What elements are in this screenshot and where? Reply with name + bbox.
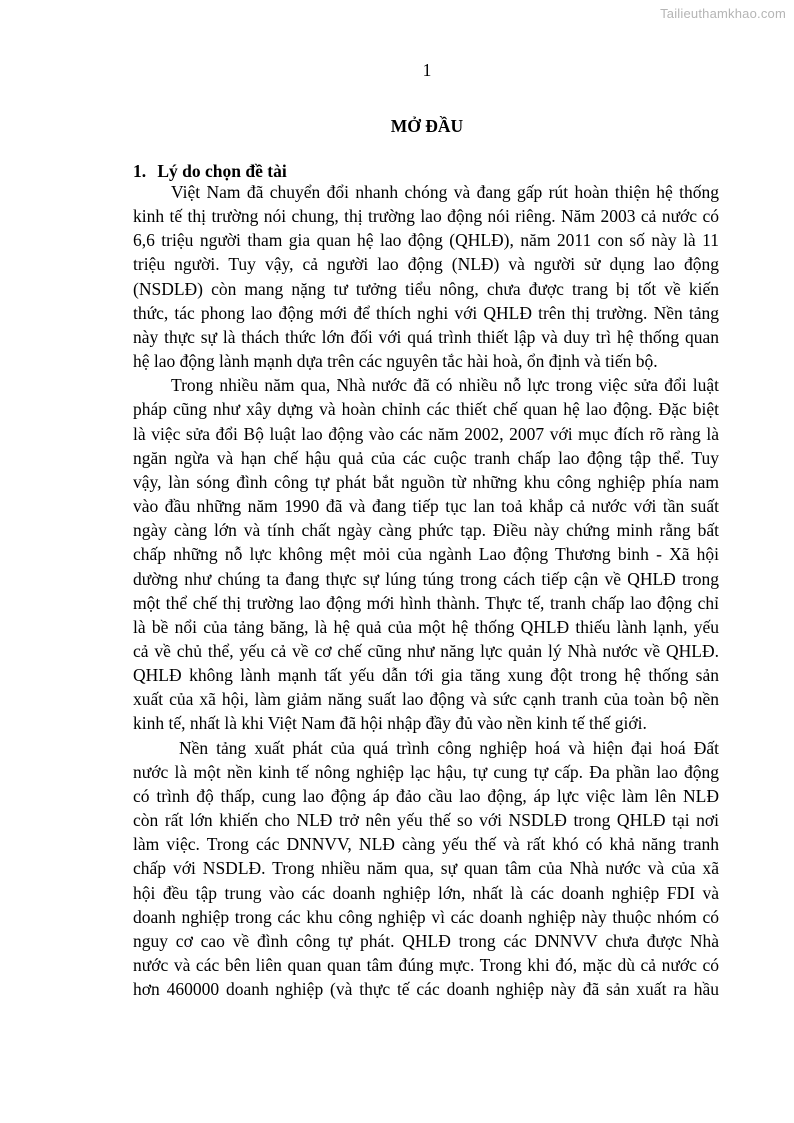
text-line: chấp những nỗ lực không mệt mỏi của ngành Lao động Thương binh - Xã hội xyxy=(133,544,719,565)
text-line: là việc sửa đổi Bộ luật lao động vào các năm 2002, 2007 với mục đích rõ ràng là xyxy=(133,423,719,444)
paragraph-2 xyxy=(133,373,719,735)
paragraph-1 xyxy=(133,180,719,373)
text-line: cả về chủ thể, yếu cả về cơ chế cũng như năng lực quản lý Nhà nước về QHLĐ. xyxy=(133,640,719,661)
text-line: xuất của xã hội, làm giảm năng suất lao động và sức cạnh tranh của toàn bộ nền xyxy=(133,689,719,710)
text-line: hệ lao động lành mạnh dựa trên các nguyên tắc hài hoà, ổn định và tiến bộ. xyxy=(133,351,658,372)
text-line: vậy, làn sóng đình công tự phát bắt nguồn từ những khu công nghiệp phía nam xyxy=(133,471,719,492)
page-number: 1 xyxy=(422,60,432,80)
text-line: (NSDLĐ) còn mang nặng tư tưởng tiểu nông, chưa được trang bị tốt về kiến xyxy=(133,278,719,299)
text-line: doanh nghiệp trong các khu công nghiệp vì các doanh nghiệp này thuộc nhóm có xyxy=(133,906,719,927)
text-line: một thể chế thị trường lao động mới hình thành. Thực tế, tranh chấp lao động chỉ xyxy=(133,592,719,613)
text-line: làm việc. Trong các DNNVV, NLĐ càng yếu thế và rất khó có khả năng tranh xyxy=(133,834,719,855)
text-line: 6,6 triệu người tham gia quan hệ lao động (QHLĐ), năm 2011 con số này là 11 xyxy=(133,230,719,251)
watermark-text: Tailieuthamkhao.com xyxy=(660,6,786,21)
text-line: Việt Nam đã chuyển đổi nhanh chóng và đang gấp rút hoàn thiện hệ thống xyxy=(171,182,719,202)
text-line: ngày càng lớn và tính chất ngày càng phức tạp. Điều này chứng minh rằng bất xyxy=(133,520,719,541)
text-line: vào đầu những năm 1990 đã và đang tiếp tục lan toả khắp cả nước với tần suất xyxy=(133,496,719,517)
text-line: còn rất lớn khiến cho NLĐ trở nên yếu thế so với NSDLĐ trong QHLĐ tại nơi xyxy=(133,810,719,831)
text-line: dường như chúng ta đang thực sự lúng túng trong cách tiếp cận về QHLĐ trong xyxy=(133,568,719,589)
text-line: chấp với NSDLĐ. Trong nhiều năm qua, sự quan tâm của Nhà nước và của xã xyxy=(133,858,719,879)
text-line: pháp cũng như xây dựng và hoàn chỉnh các thiết chế quan hệ lao động. Đặc biệt xyxy=(133,399,719,420)
text-line: kinh tế, nhất là khi Việt Nam đã hội nhập đầy đủ vào nền kinh tế thế giới. xyxy=(133,713,647,734)
section-number: 1. xyxy=(133,161,147,181)
text-line: Trong nhiều năm qua, Nhà nước đã có nhiều nỗ lực trong việc sửa đổi luật xyxy=(171,375,719,396)
text-line: thức, tác phong lao động mới để thích nghi với QHLĐ trên thị trường. Nền tảng xyxy=(133,302,719,323)
page-title: MỞ ĐẦU xyxy=(390,116,464,136)
section-title: Lý do chọn đề tài xyxy=(157,161,287,181)
text-line: triệu người. Tuy vậy, cả người lao động (NLĐ) và người sử dụng lao động xyxy=(133,254,719,275)
text-line: kinh tế thị trường nói chung, thị trường lao động nói riêng. Năm 2003 cả nước có xyxy=(133,206,719,227)
body-text xyxy=(133,180,719,1001)
text-line: nước và các bên liên quan quan tâm đúng mực. Trong khi đó, mặc dù cả nước có xyxy=(133,955,719,975)
text-line: ngăn ngừa và hạn chế hậu quả của các cuộc tranh chấp lao động tập thể. Tuy xyxy=(133,447,719,468)
text-line: hơn 460000 doanh nghiệp (và thực tế các doanh nghiệp này đã sản xuất ra hầu xyxy=(133,979,719,1000)
text-line: Nền tảng xuất phát của quá trình công nghiệp hoá và hiện đại hoá Đất xyxy=(179,737,719,758)
section-heading xyxy=(133,161,287,182)
paragraph-3 xyxy=(133,736,719,1002)
text-line: hội đều tập trung vào các doanh nghiệp lớn, nhất là các doanh nghiệp FDI và xyxy=(133,882,719,903)
text-line: có trình độ thấp, cung lao động áp đảo cầu lao động, áp lực việc làm lên NLĐ xyxy=(133,785,719,806)
text-line: QHLĐ không lành mạnh tất yếu dẫn tới gia tăng xung đột trong hệ thống sản xyxy=(133,665,719,686)
text-line: nguy cơ cao về đình công tự phát. QHLĐ trong các DNNVV chưa được Nhà xyxy=(133,930,719,951)
text-line: này thực sự là thách thức lớn đối với quá trình thiết lập và duy trì hệ thống quan xyxy=(133,326,719,347)
text-line: nước là một nền kinh tế nông nghiệp lạc hậu, tự cung tự cấp. Đa phần lao động xyxy=(133,761,719,782)
text-line: là bề nổi của tảng băng, là hệ quả của một hệ thống QHLĐ thiếu lành lạnh, yếu xyxy=(133,616,719,637)
